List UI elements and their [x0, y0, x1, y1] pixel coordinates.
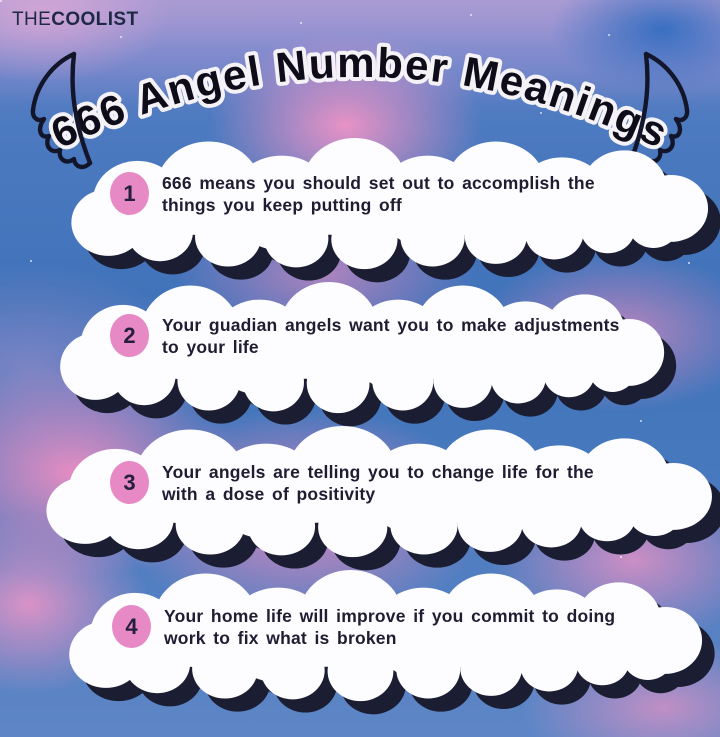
meaning-text-2 [162, 312, 620, 358]
meaning-text-2-line2: to your life [162, 337, 259, 358]
meaning-item-2 [38, 282, 666, 414]
meaning-text-1 [162, 170, 595, 216]
meaning-content-3 [110, 459, 688, 505]
meaning-text-1-line1: 666 means you should set out to accomplish the [162, 173, 595, 193]
meaning-text-1-line2: things you keep putting off [162, 195, 402, 216]
meaning-content-4 [112, 603, 682, 649]
meaning-item-3 [22, 426, 714, 558]
brand-logo-the: THE [12, 9, 52, 30]
brand-logo-coolist: COOLIST [51, 9, 139, 30]
meaning-content-1 [110, 170, 686, 216]
number-badge-4: 4 [112, 605, 151, 648]
meaning-content-2 [110, 312, 646, 358]
meaning-item-1 [48, 138, 710, 270]
meaning-text-3 [162, 459, 594, 505]
number-badge-2: 2 [110, 314, 149, 357]
meaning-text-4 [164, 603, 615, 649]
number-badge-1: 1 [110, 172, 149, 215]
page-title-text: 666 Angel Number Meanings [43, 38, 677, 158]
meaning-text-3-line1: Your angels are telling you to change life for the [162, 462, 594, 482]
meaning-text-2-line1: Your guadian angels want you to make adjustments [162, 315, 620, 335]
meaning-text-4-line2: work to fix what is broken [164, 628, 397, 649]
meaning-text-4-line1: Your home life will improve if you commit to doing [164, 606, 616, 626]
number-badge-3: 3 [110, 461, 149, 504]
meaning-item-4 [46, 570, 704, 702]
meaning-text-3-line2: with a dose of positivity [162, 484, 376, 505]
